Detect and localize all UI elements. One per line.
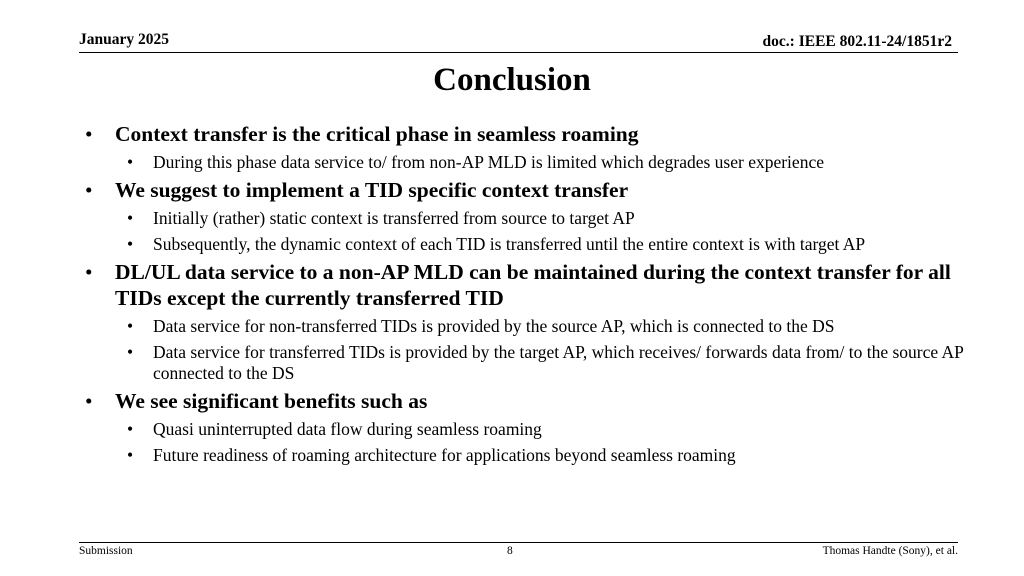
- sub-bullet-item: [85, 152, 965, 173]
- bullet-icon: •: [85, 260, 93, 284]
- sub-bullet-text: Subsequently, the dynamic context of each TID is transferred until the entire context is with target AP: [153, 234, 866, 254]
- bullet-item: [85, 259, 965, 311]
- bullet-text: We suggest to implement a TID specific context transfer: [115, 178, 629, 202]
- sub-bullet-text: Data service for transferred TIDs is provided by the target AP, which receives/ forwards data from/ to the source AP connected to the DS: [153, 342, 964, 383]
- sub-bullet-item: [85, 445, 965, 466]
- sub-bullet-text: During this phase data service to/ from non-AP MLD is limited which degrades user experience: [153, 152, 824, 172]
- bullet-icon: •: [127, 208, 134, 228]
- bullet-icon: •: [85, 122, 93, 146]
- footer-divider: [79, 542, 958, 543]
- footer-submission: Submission: [79, 545, 133, 557]
- bullet-item: [85, 177, 965, 203]
- bullet-icon: •: [85, 178, 93, 202]
- sub-bullet-item: [85, 419, 965, 440]
- sub-bullet-item: [85, 342, 965, 384]
- bullet-icon: •: [85, 389, 93, 413]
- header-divider: [79, 52, 958, 53]
- bullet-icon: •: [127, 342, 134, 362]
- bullet-icon: •: [127, 419, 134, 439]
- bullet-list: [85, 121, 965, 466]
- bullet-text: DL/UL data service to a non-AP MLD can be maintained during the context transfer for all TIDs except the currently transferred TID: [115, 260, 951, 310]
- header-doc-id: doc.: IEEE 802.11-24/1851r2: [762, 33, 952, 50]
- footer-page-number: 8: [507, 545, 513, 557]
- header-date: January 2025: [79, 31, 169, 48]
- bullet-icon: •: [127, 152, 134, 172]
- sub-bullet-item: [85, 234, 965, 255]
- bullet-icon: •: [127, 445, 134, 465]
- bullet-text: Context transfer is the critical phase in seamless roaming: [115, 122, 639, 146]
- sub-bullet-text: Quasi uninterrupted data flow during seamless roaming: [153, 419, 542, 439]
- sub-bullet-text: Future readiness of roaming architecture for applications beyond seamless roaming: [153, 445, 736, 465]
- sub-bullet-item: [85, 208, 965, 229]
- bullet-item: [85, 121, 965, 147]
- footer-author: Thomas Handte (Sony), et al.: [822, 545, 958, 557]
- sub-bullet-item: [85, 316, 965, 337]
- bullet-text: We see significant benefits such as: [115, 389, 428, 413]
- sub-bullet-text: Initially (rather) static context is transferred from source to target AP: [153, 208, 635, 228]
- bullet-item: [85, 388, 965, 414]
- bullet-icon: •: [127, 316, 134, 336]
- sub-bullet-text: Data service for non-transferred TIDs is provided by the source AP, which is connected to the DS: [153, 316, 835, 336]
- bullet-icon: •: [127, 234, 134, 254]
- slide-title: Conclusion: [433, 62, 591, 98]
